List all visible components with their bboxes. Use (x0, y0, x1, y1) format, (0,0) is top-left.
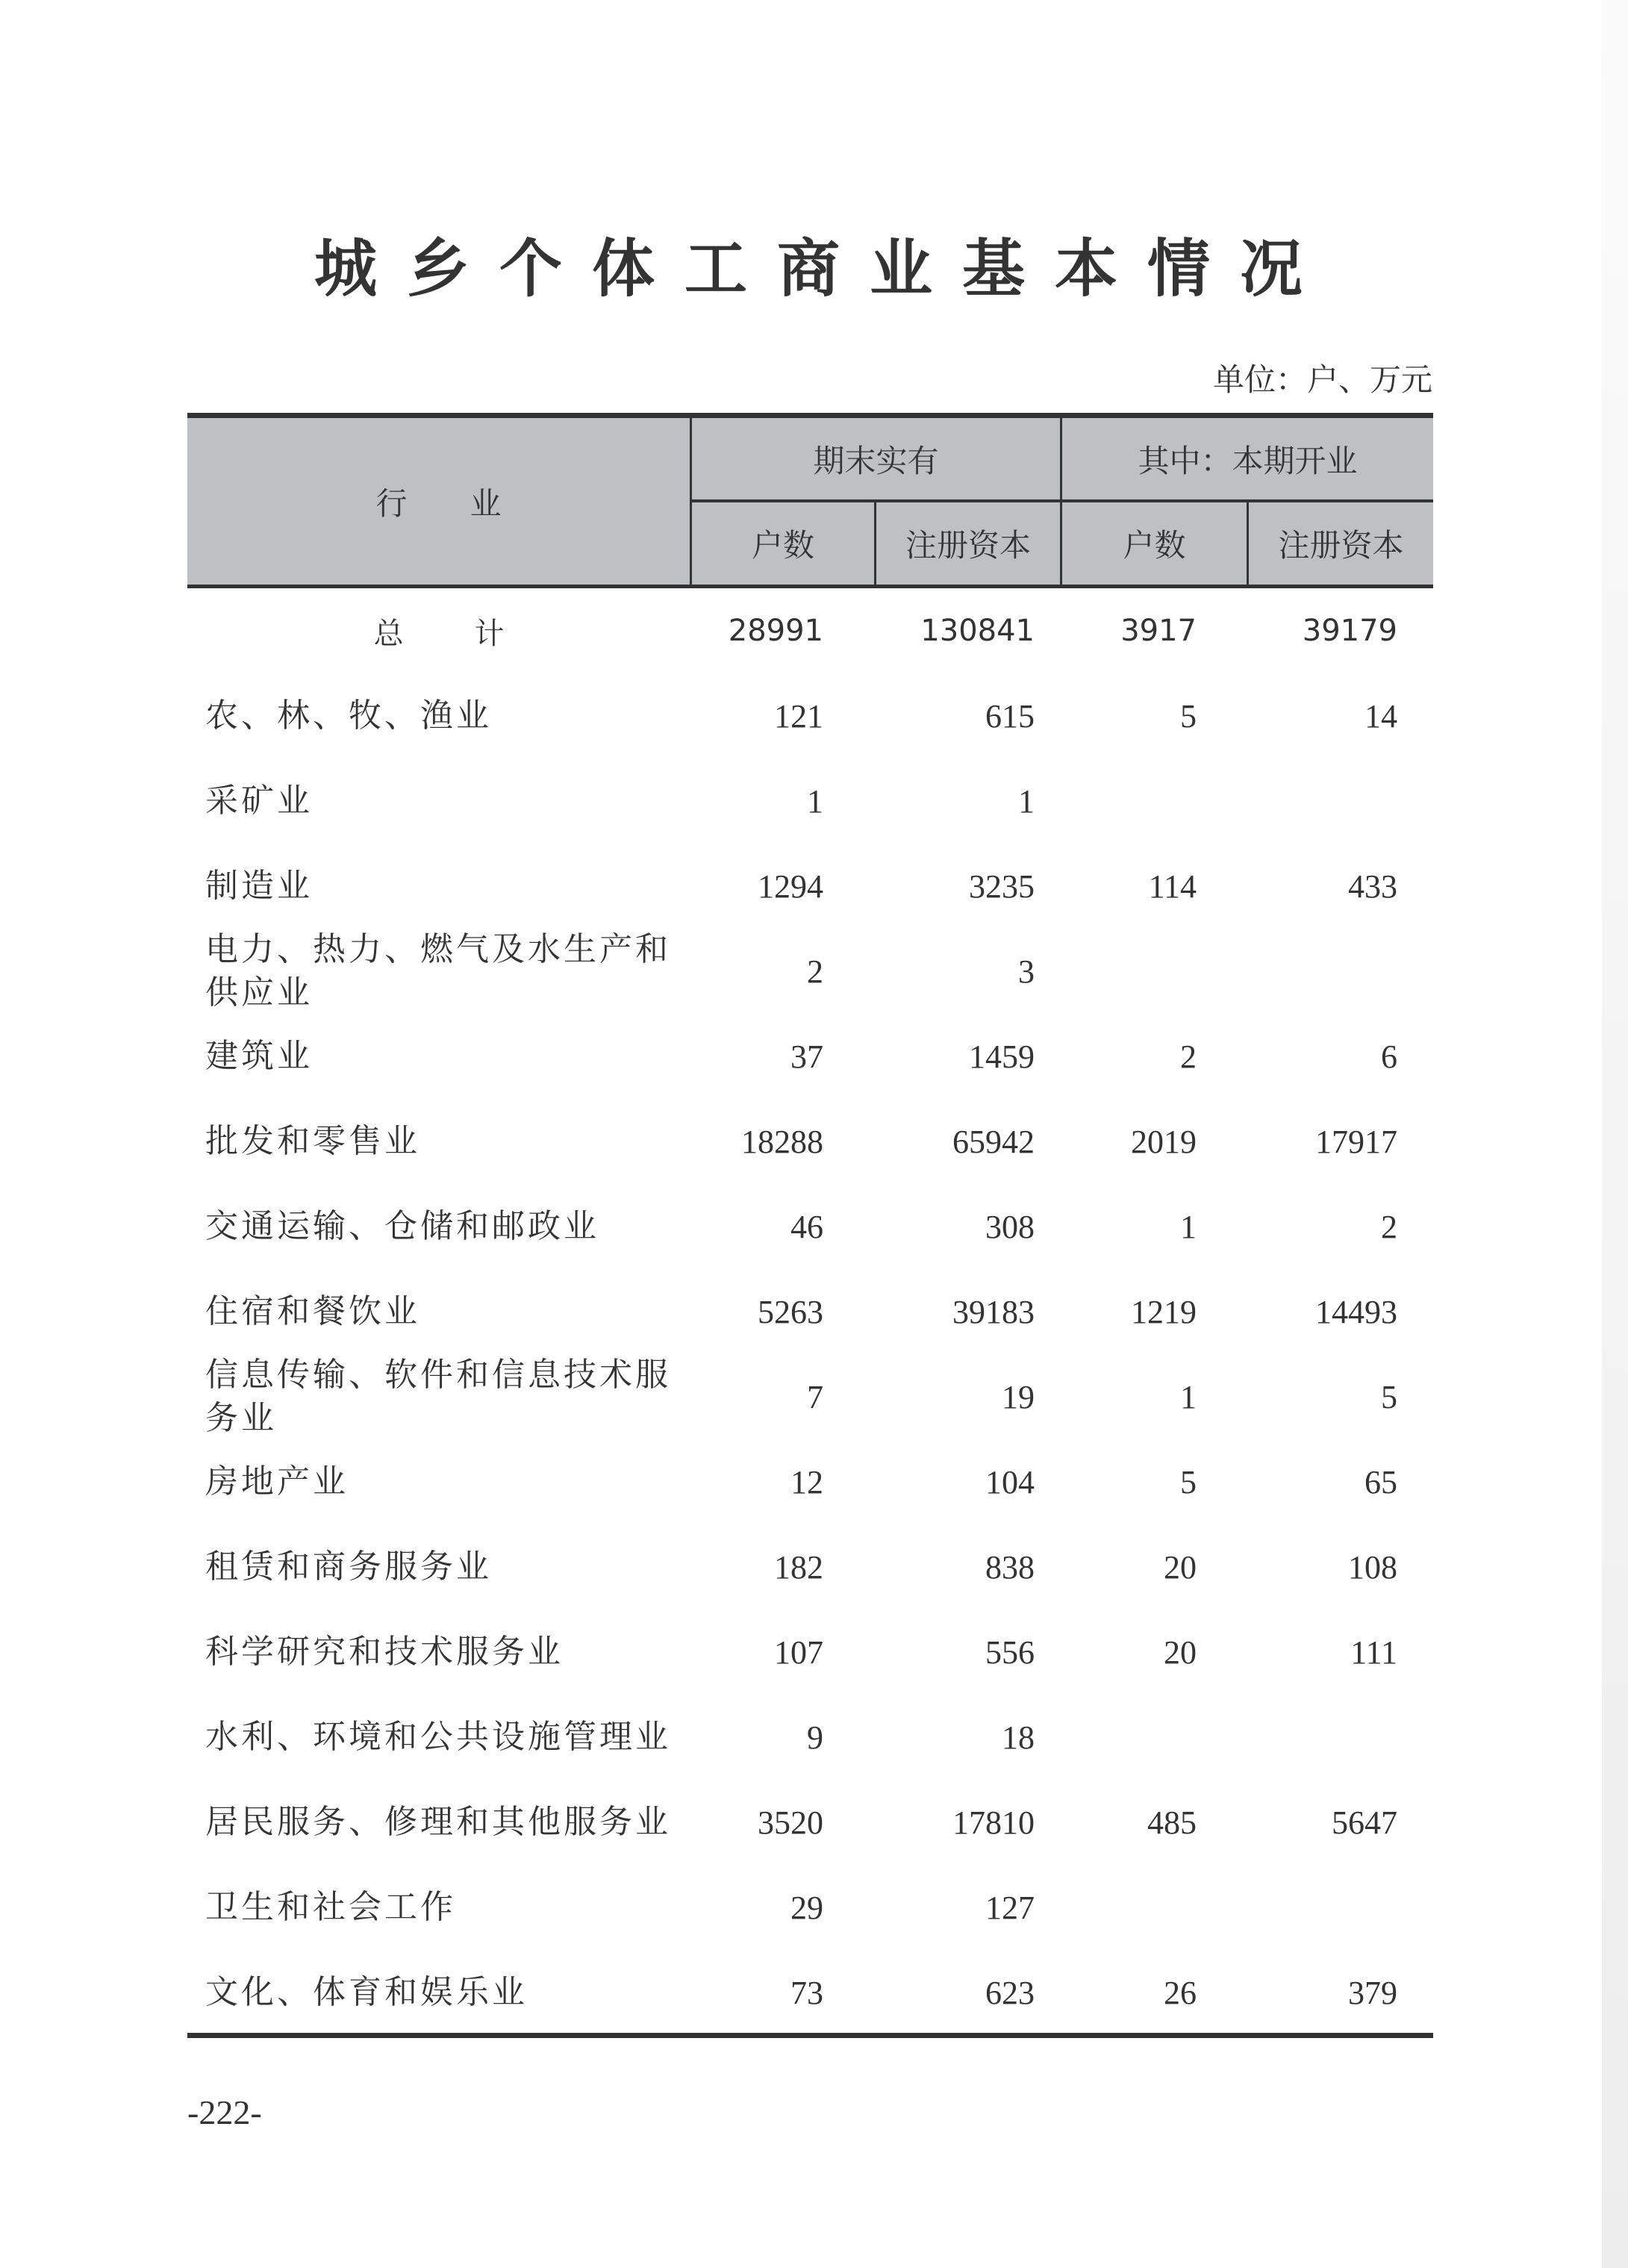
row-label-cell (205, 673, 683, 758)
cell-households: 107 (774, 1633, 823, 1671)
page-title: 城乡个体工商业基本情况 (314, 231, 1333, 305)
cell-new-registered-capital (1247, 1865, 1397, 1950)
cell-new-households: 485 (1147, 1804, 1197, 1841)
page-number: -222- (187, 2093, 262, 2131)
cell-new-households: 1219 (1131, 1293, 1197, 1330)
cell-new-registered-capital (1247, 758, 1397, 844)
row-label: 水利、环境和公共设施管理业 (205, 1718, 671, 1756)
cell-new-registered-capital (1247, 929, 1397, 1014)
cell-households: 1294 (758, 867, 823, 905)
cell-new-households: 5 (1180, 1463, 1197, 1501)
cell-new-registered-capital: 2 (1381, 1208, 1397, 1245)
cell-new-households: 114 (1148, 867, 1197, 905)
cell-registered-capital: 623 (985, 1974, 1035, 2011)
row-label: 文化、体育和娱乐业 (205, 1973, 528, 2011)
header-new-openings: 其中：本期开业 (1138, 442, 1358, 479)
row-label-cell (205, 844, 683, 929)
cell-households: 5263 (758, 1293, 823, 1330)
cell-new-households: 1 (1180, 1208, 1197, 1245)
row-label: 交通运输、仓储和邮政业 (205, 1207, 599, 1245)
cell-households: 121 (774, 697, 823, 735)
cell-new-registered-capital: 39179 (1302, 614, 1397, 648)
table-top-rule (187, 413, 1433, 418)
table-row (187, 1269, 1433, 1354)
cell-new-registered-capital: 379 (1348, 1974, 1397, 2011)
header-registered-capital: 注册资本 (1278, 527, 1404, 564)
cell-households: 29 (790, 1889, 823, 1926)
cell-registered-capital: 39183 (952, 1293, 1035, 1330)
row-label-cell (205, 1865, 683, 1950)
cell-households: 46 (790, 1208, 823, 1245)
table-row-total (187, 588, 1433, 673)
cell-new-households: 20 (1164, 1633, 1197, 1671)
row-label-cell (205, 1610, 683, 1695)
table-row (187, 1099, 1433, 1184)
row-label: 居民服务、修理和其他服务业 (205, 1803, 671, 1841)
cell-new-households: 2019 (1131, 1123, 1197, 1160)
cell-households: 182 (774, 1548, 823, 1586)
header-households: 户数 (1123, 527, 1186, 564)
cell-registered-capital: 130841 (920, 614, 1035, 648)
cell-new-registered-capital: 14493 (1315, 1293, 1397, 1330)
row-label: 房地产业 (205, 1462, 349, 1501)
row-label-cell (205, 1780, 683, 1865)
row-label: 批发和零售业 (205, 1122, 420, 1160)
table-row (187, 844, 1433, 929)
row-label: 住宿和餐饮业 (205, 1292, 420, 1330)
cell-households: 1 (807, 782, 823, 820)
cell-new-households (1061, 1865, 1197, 1950)
cell-households: 28991 (728, 614, 823, 648)
cell-new-registered-capital: 5 (1381, 1378, 1397, 1415)
cell-new-registered-capital: 6 (1381, 1038, 1397, 1075)
cell-registered-capital: 615 (985, 697, 1035, 735)
table-row (187, 1014, 1433, 1099)
cell-households: 3520 (758, 1804, 823, 1841)
cell-new-households: 20 (1164, 1548, 1197, 1586)
row-label-cell (205, 1354, 683, 1439)
table-row (187, 1780, 1433, 1865)
row-label: 租赁和商务服务业 (205, 1548, 492, 1586)
table-row (187, 1354, 1433, 1439)
header-period-end: 期末实有 (813, 442, 939, 479)
table-row (187, 1865, 1433, 1950)
cell-new-households (1061, 929, 1197, 1014)
cell-registered-capital: 556 (985, 1633, 1035, 1671)
cell-households: 73 (790, 1974, 823, 2011)
cell-registered-capital: 104 (985, 1463, 1035, 1501)
cell-registered-capital: 18 (1002, 1719, 1035, 1756)
cell-registered-capital: 1459 (969, 1038, 1035, 1075)
table-row (187, 1610, 1433, 1695)
unit-note: 单位：户、万元 (1212, 361, 1432, 398)
row-label-cell (205, 1014, 683, 1099)
cell-new-households: 5 (1180, 697, 1197, 735)
cell-new-households: 1 (1180, 1378, 1197, 1415)
header-industry: 行 业 (375, 485, 502, 522)
cell-households: 7 (807, 1378, 823, 1415)
cell-new-registered-capital: 17917 (1315, 1123, 1397, 1160)
cell-new-households: 2 (1180, 1038, 1197, 1075)
row-label-cell (205, 929, 683, 1014)
cell-registered-capital: 3 (1018, 953, 1035, 990)
cell-new-households (1061, 758, 1197, 844)
row-label: 总计 (373, 616, 576, 651)
row-label-cell (205, 1524, 683, 1610)
cell-households: 12 (790, 1463, 823, 1501)
row-label: 农、林、牧、渔业 (205, 697, 492, 735)
row-label-cell (205, 1695, 683, 1780)
row-label: 制造业 (205, 867, 313, 905)
row-label-cell (205, 1950, 683, 2035)
table-row (187, 1439, 1433, 1524)
cell-new-registered-capital: 111 (1350, 1633, 1397, 1671)
cell-new-registered-capital: 5647 (1332, 1804, 1397, 1841)
cell-new-households: 26 (1164, 1974, 1197, 2011)
cell-registered-capital: 19 (1002, 1378, 1035, 1415)
cell-new-registered-capital: 433 (1348, 867, 1397, 905)
row-label-cell (205, 1184, 683, 1269)
table-row (187, 673, 1433, 758)
table-row (187, 758, 1433, 844)
cell-registered-capital: 1 (1018, 782, 1035, 820)
table-row (187, 1950, 1433, 2035)
cell-households: 9 (807, 1719, 823, 1756)
cell-new-registered-capital: 14 (1365, 697, 1397, 735)
row-label-cell (205, 1269, 683, 1354)
row-label-cell (205, 1099, 683, 1184)
row-label: 采矿业 (205, 782, 313, 820)
table-row (187, 1695, 1433, 1780)
cell-new-registered-capital: 108 (1348, 1548, 1397, 1586)
table-row (187, 1524, 1433, 1610)
row-label: 卫生和社会工作 (205, 1888, 456, 1926)
header-households: 户数 (751, 527, 814, 564)
cell-registered-capital: 308 (985, 1208, 1035, 1245)
row-label-cell (205, 1439, 683, 1524)
table-row (187, 1184, 1433, 1269)
cell-new-registered-capital (1247, 1695, 1397, 1780)
table-row (187, 929, 1433, 1014)
cell-registered-capital: 17810 (952, 1804, 1035, 1841)
cell-households: 18288 (741, 1123, 823, 1160)
row-label: 信息传输、软件和信息技术服务业 (205, 1356, 671, 1437)
row-label: 建筑业 (205, 1037, 313, 1075)
row-label-cell (205, 758, 683, 844)
cell-new-households (1061, 1695, 1197, 1780)
header-registered-capital: 注册资本 (905, 527, 1031, 564)
cell-new-registered-capital: 65 (1365, 1463, 1397, 1501)
cell-registered-capital: 65942 (952, 1123, 1035, 1160)
cell-new-households: 3917 (1120, 614, 1197, 648)
cell-households: 2 (807, 953, 823, 990)
cell-registered-capital: 3235 (969, 867, 1035, 905)
row-label: 电力、热力、燃气及水生产和供应业 (205, 930, 671, 1012)
cell-households: 37 (790, 1038, 823, 1075)
row-label: 科学研究和技术服务业 (205, 1633, 564, 1671)
cell-registered-capital: 127 (985, 1889, 1035, 1926)
cell-registered-capital: 838 (985, 1548, 1035, 1586)
page-edge-shade (1602, 0, 1628, 2268)
